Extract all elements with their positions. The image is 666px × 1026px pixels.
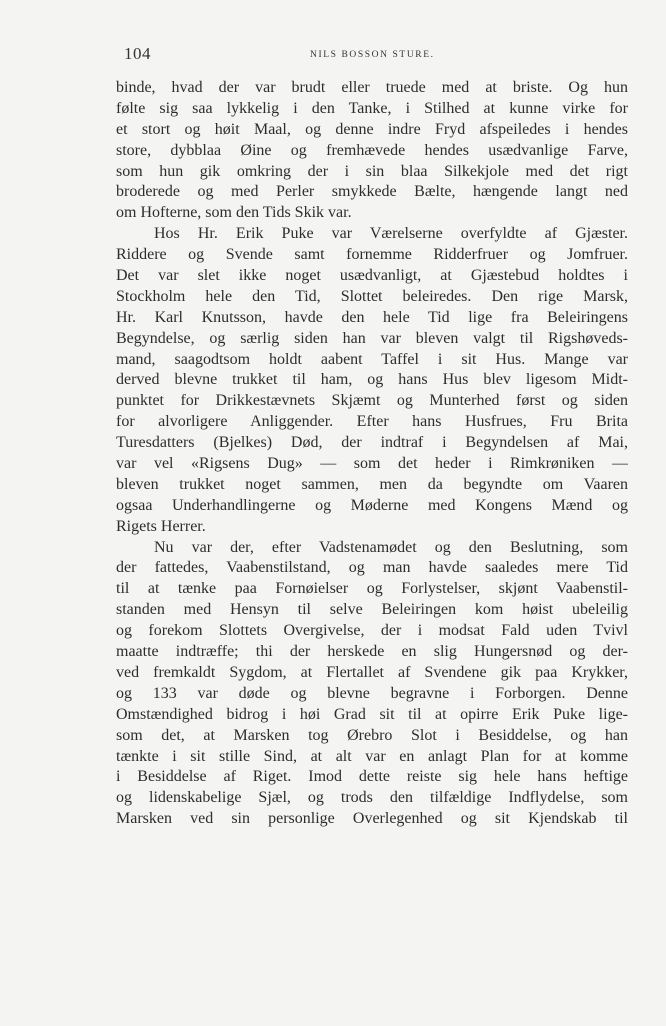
body-text	[116, 78, 628, 830]
text-line: tænkte i sit stille Sind, at alt var en anlagt Plan for at komme	[116, 747, 628, 765]
text-line: Det var slet ikke noget usædvanligt, at Gjæstebud holdtes i	[116, 267, 628, 285]
text-line: Nu var der, efter Vadstenamødet og den Beslutning, som	[154, 538, 628, 556]
text-line: om Hofterne, som den Tids Skik var.	[116, 204, 352, 222]
text-line: og 133 var døde og blevne begravne i Forborgen. Denne	[116, 684, 628, 702]
running-head: NILS BOSSON STURE.	[310, 50, 435, 60]
text-line: Hr. Karl Knutsson, havde den hele Tid lige fra Beleiringens	[116, 308, 628, 326]
text-line: og forekom Slottets Overgivelse, der i modsat Fald uden Tvivl	[116, 622, 628, 640]
text-line: og lidenskabelige Sjæl, og trods den tilfældige Indflydelse, som	[116, 789, 628, 807]
page-header	[120, 44, 540, 68]
text-line: broderede og med Perler smykkede Bælte, hængende langt ned	[116, 183, 628, 201]
text-line: Rigets Herrer.	[116, 517, 206, 535]
text-line: bleven trukket noget sammen, men da begyndte om Vaaren	[116, 475, 628, 493]
text-line: Hos Hr. Erik Puke var Værelserne overfyldte af Gjæster.	[154, 225, 628, 243]
text-line: store, dybblaa Øine og fremhævede hendes usædvanlige Farve,	[116, 141, 628, 159]
text-line: punktet for Drikkestævnets Skjæmt og Munterhed først og siden	[116, 392, 628, 410]
text-line: til at tænke paa Fornøielser og Forlystelser, skjønt Vaabenstil-	[116, 580, 628, 598]
text-line: Stockholm hele den Tid, Slottet beleiredes. Den rige Marsk,	[116, 287, 628, 305]
text-line: ved fremkaldt Sygdom, at Flertallet af Svendene gik paa Krykker,	[116, 663, 628, 681]
text-line: mand, saagodtsom holdt aabent Taffel i sit Hus. Mange var	[116, 350, 628, 368]
text-line: Turesdatters (Bjelkes) Død, der indtraf i Begyndelsen af Mai,	[116, 434, 628, 452]
text-line: binde, hvad der var brudt eller truede med at briste. Og hun	[116, 79, 628, 96]
text-line: derved blevne trukket til ham, og hans Hus blev ligesom Midt-	[116, 371, 628, 389]
text-line: standen med Hensyn til selve Beleiringen kom høist ubeleilig	[116, 601, 628, 619]
text-line: der fattedes, Vaabenstilstand, og man havde saaledes mere Tid	[116, 559, 628, 577]
text-line: Begyndelse, og særlig siden han var bleven valgt til Rigshøveds-	[116, 329, 628, 347]
page-number: 104	[124, 44, 151, 63]
text-line: følte sig saa lykkelig i den Tanke, i Stilhed at kunne virke for	[116, 99, 628, 117]
text-line: Marsken ved sin personlige Overlegenhed og sit Kjendskab til	[116, 810, 628, 828]
text-line: ogsaa Underhandlingerne og Møderne med Kongens Mænd og	[116, 496, 628, 514]
text-line: maatte indtræffe; thi der herskede en slig Hungersnød og der-	[116, 643, 628, 661]
text-line: et stort og høit Maal, og denne indre Fryd afspeiledes i hendes	[116, 120, 628, 138]
text-line: var vel «Rigsens Dug» — som det heder i Rimkrøniken —	[116, 455, 628, 473]
text-line: Omstændighed bidrog i høi Grad sit til at opirre Erik Puke lige-	[116, 705, 628, 723]
text-line: som det, at Marsken tog Ørebro Slot i Besiddelse, og han	[116, 726, 628, 744]
text-line: i Besiddelse af Riget. Imod dette reiste sig hele hans heftige	[116, 768, 628, 786]
text-line: som hun gik omkring der i sin blaa Silkekjole med det rigt	[116, 162, 628, 180]
text-line: for alvorligere Anliggender. Efter hans Husfrues, Fru Brita	[116, 413, 628, 431]
text-line: Riddere og Svende samt fornemme Ridderfruer og Jomfruer.	[116, 246, 628, 264]
